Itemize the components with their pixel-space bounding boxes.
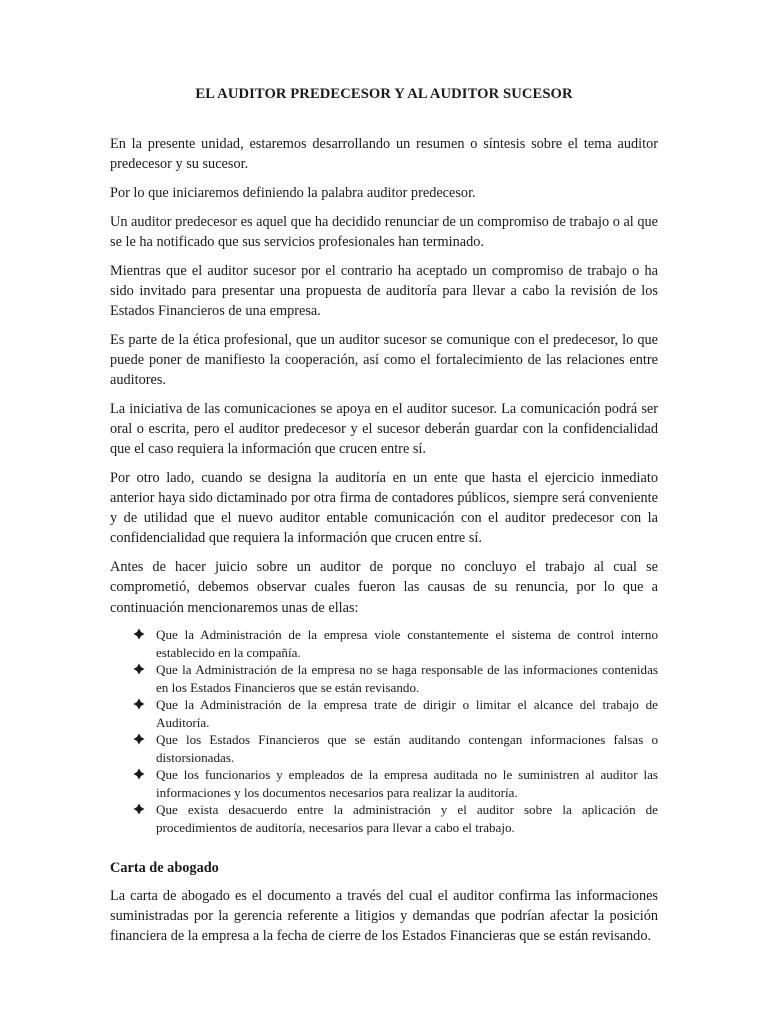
list-item: [110, 766, 658, 801]
list-item-text: Que la Administración de la empresa trate de dirigir o limitar el alcance del trabajo de Auditoría.: [156, 697, 658, 730]
paragraph-new-auditor: Por otro lado, cuando se designa la auditoría en un ente que hasta el ejercicio inmediato anterior haya sido dictaminado por otra firma de contadores públicos, siempre será conveniente y de utilidad que el nuevo auditor entable comunicación con el auditor predecesor con la confidencialidad que requiera la información que crucen entre sí.: [110, 469, 658, 547]
list-item: [110, 626, 658, 661]
paragraph-communication: La iniciativa de las comunicaciones se apoya en el auditor sucesor. La comunicación podrá ser oral o escrita, pero el auditor predecesor y el sucesor deberán guardar con la confidencialidad que el caso requiera la información que crucen entre sí.: [110, 400, 658, 458]
paragraph-definition-lead: Por lo que iniciaremos definiendo la palabra auditor predecesor.: [110, 184, 476, 201]
list-item-text: Que la Administración de la empresa no se haga responsable de las informaciones contenidas en los Estados Financieros que se están revisando.: [156, 662, 658, 695]
list-item-text: Que la Administración de la empresa viole constantemente el sistema de control interno establecido en la compañía.: [156, 627, 658, 660]
section-heading: Carta de abogado: [110, 860, 219, 877]
list-item: [110, 731, 658, 766]
list-item: [110, 661, 658, 696]
paragraph-predecessor-definition: Un auditor predecesor es aquel que ha decidido renunciar de un compromiso de trabajo o al que se le ha notificado que sus servicios profesionales han terminado.: [110, 213, 658, 250]
document-title: EL AUDITOR PREDECESOR Y AL AUDITOR SUCESOR: [195, 86, 573, 102]
document-body: [110, 134, 658, 955]
paragraph-causes-intro: Antes de hacer juicio sobre un auditor de porque no concluyo el trabajo al cual se comprometió, debemos observar cuales fueron las causas de su renuncia, por lo que a continuación mencionaremos unas de ellas:: [110, 559, 658, 616]
list-item-text: Que los Estados Financieros que se están auditando contengan informaciones falsas o distorsionadas.: [156, 732, 658, 765]
list-item: [110, 801, 658, 836]
paragraph-intro: En la presente unidad, estaremos desarrollando un resumen o síntesis sobre el tema auditor predecesor y su sucesor.: [110, 136, 658, 173]
causes-list: [110, 626, 658, 836]
diamond-bullet-icon: [133, 628, 145, 640]
diamond-bullet-icon: [133, 768, 145, 780]
paragraph-professional-ethics: Es parte de la ética profesional, que un auditor sucesor se comunique con el predecesor, lo que puede poner de manifiesto la cooperación, así como el fortalecimiento de las relaciones entre auditores.: [110, 331, 658, 389]
paragraph-lawyer-letter: La carta de abogado es el documento a través del cual el auditor confirma las informaciones suministradas por la gerencia referente a litigios y demandas que podrían afectar la posición financiera de la empresa a la fecha de cierre de los Estados Financieras que se están revisando.: [110, 888, 658, 945]
diamond-bullet-icon: [133, 733, 145, 745]
list-item-text: Que exista desacuerdo entre la administración y el auditor sobre la aplicación de procedimientos de auditoría, necesarios para llevar a cabo el trabajo.: [156, 802, 658, 835]
diamond-bullet-icon: [133, 698, 145, 710]
list-item: [110, 696, 658, 731]
list-item-text: Que los funcionarios y empleados de la empresa auditada no le suministren al auditor las informaciones y los documentos necesarios para realizar la auditoría.: [156, 767, 658, 800]
diamond-bullet-icon: [133, 803, 145, 815]
paragraph-successor-definition: Mientras que el auditor sucesor por el contrario ha aceptado un compromiso de trabajo o ha sido invitado para presentar una propuesta de auditoría para llevar a cabo la revisión de los Estados Financieros de una empresa.: [110, 262, 658, 319]
diamond-bullet-icon: [133, 663, 145, 675]
